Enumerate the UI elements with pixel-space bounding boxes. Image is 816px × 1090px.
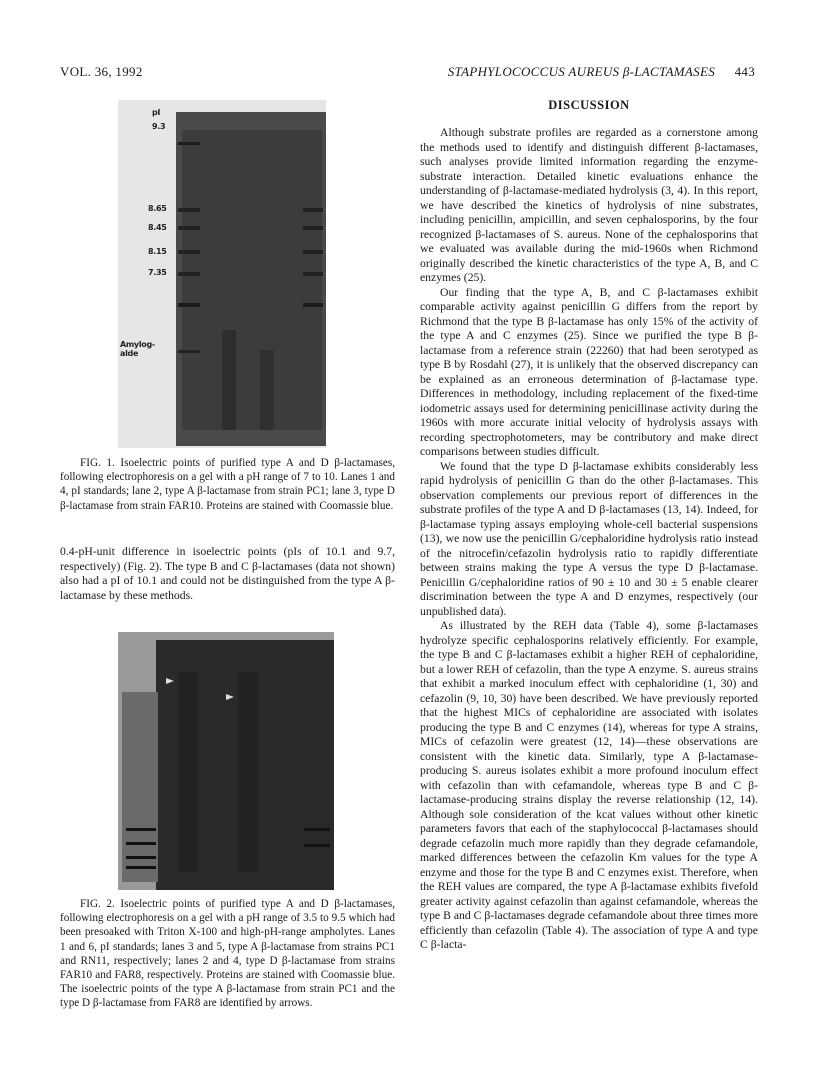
discussion-paragraph: Although substrate profiles are regarded as a cornerstone among the methods used to identify and distinguish different β-lactamases, such analyses provide limited information regarding the enzyme-substrate interaction. Detailed kinetic evaluations enhance the understanding of β-lactamase-mediated hydrolysis (3, 4). In this report, we have described the kinetics of hydrolysis of nine substrates, including penicillin, ampicillin, and seven cephalosporins, by the four recognized β-lactamases of S. aureus. None of the cephalosporins that we evaluated was available during the mid-1960s when Richmond originally described the kinetic characteristics of the type A, B, and C enzymes (25). <box>420 126 758 284</box>
arrow-icon <box>166 678 174 684</box>
fig1-marker-label: pI <box>152 108 161 117</box>
section-title: DISCUSSION <box>548 98 630 112</box>
left-column-paragraph: 0.4-pH-unit difference in isoelectric points (pIs of 10.1 and 9.7, respectively) (Fig. 2). The type B and C β-lactamases (data not shown) also had a pI of 10.1 and could not be distinguished from the type A β-lactamase by these methods. <box>60 545 395 602</box>
arrow-icon <box>226 694 234 700</box>
discussion-body <box>420 126 758 953</box>
volume-label: VOL. 36, 1992 <box>60 64 143 79</box>
discussion-paragraph: Our finding that the type A, B, and C β-lactamases exhibit comparable activity against penicillin G differs from the report by Richmond that the type B β-lactamase has only 15% of the activity of the type A and C enzymes (25). Since we purified the type B β-lactamase from a reference strain (22260) that had been serotyped as type B by Rosdahl (27), it is unlikely that the observed discrepancy can be explained as an erroneous determination of β-lactamase type. Differences in methodology, including replacement of the fixed-time iodometric assays used for determining penicillinase activity during the 1960s with more accurate initial velocity of hydrolysis assays with recording spectrophotometers, may be contributory and make direct comparisons between studies difficult. <box>420 285 758 458</box>
fig1-marker-label: Amylog- alde <box>120 340 155 358</box>
fig1-marker-label: 9.3 <box>152 122 166 131</box>
figure-1-gel-image <box>118 100 326 448</box>
page-number: 443 <box>734 64 755 79</box>
figure-1-caption: FIG. 1. Isoelectric points of purified type A and D β-lactamases, following electrophoresis on a gel with a pH range of 7 to 10. Lanes 1 and 4, pI standards; lane 2, type A β-lactamase from strain PC1; lane 3, type D β-lactamase from strain FAR10. Proteins are stained with Coomassie blue. <box>60 457 395 512</box>
running-header <box>420 64 755 80</box>
figure-2-gel-image <box>118 632 334 890</box>
fig1-marker-label: 8.15 <box>148 247 167 256</box>
fig1-marker-label: 7.35 <box>148 268 167 277</box>
running-title: STAPHYLOCOCCUS AUREUS β-LACTAMASES <box>447 64 716 79</box>
fig1-marker-label: 8.65 <box>148 204 167 213</box>
fig1-marker-label: 8.45 <box>148 223 167 232</box>
discussion-paragraph: As illustrated by the REH data (Table 4), some β-lactamases hydrolyze specific cephalosporins relatively efficiently. For example, the type B and C β-lactamases exhibit a higher REH of cephaloridine, but a lower REH of cefazolin, than the type A enzyme. S. aureus strains that exhibit a marked inoculum effect with cephaloridine (1, 30) and cefazolin (9, 10, 30) have been described. We have previously reported that the highest MICs of cephaloridine are associated with isolates producing the type B and C enzymes (14), whereas for type A strains, MICs of cefazolin were greatest (12, 14)—these observations are consistent with the kinetic data. Similarly, type A β-lactamase-producing S. aureus isolates exhibit a more profound inoculum effect with cefazolin than with cefamandole, whereas type B and C β-lactamase-producing strains display the reverse relationship (12, 14). Although sole consideration of the kcat values without other kinetic parameters favors that each of the staphylococcal β-lactamases should degrade cefazolin much more rapidly than they degrade cefamandole, marked differences between the cefazolin Km values for the type A enzyme and those for the type B and C enzymes exist. Therefore, when the REH values are compared, the type A β-lactamase exhibits fivefold greater activity against cefazolin than against cefamandole, whereas the type B and C β-lactamases degrade cefamandole about three times more efficiently than cefazolin (Table 4). The association of type A and type C β-lacta- <box>420 619 758 951</box>
figure-2-caption: FIG. 2. Isoelectric points of purified type A and D β-lactamases, following electrophoresis on a gel with a pH range of 3.5 to 9.5 which had been presoaked with Triton X-100 and high-pH-range ampholytes. Lanes 1 and 6, pI standards; lanes 3 and 5, type A β-lactamase from strains PC1 and RN11, respectively; lanes 2 and 4, type D β-lactamase from strains FAR10 and FAR8, respectively. Proteins are stained with Coomassie blue. The isoelectric points of the type A β-lactamase from strain PC1 and the type D β-lactamase from FAR8 are identified by arrows. <box>60 898 395 1010</box>
discussion-paragraph: We found that the type D β-lactamase exhibits considerably less rapid hydrolysis of penicillin G than do the other β-lactamases. This observation complements our previous report of differences in the substrate profiles of the type A and D β-lactamases (13, 14). Indeed, for β-lactamase typing assays employing whole-cell bacterial suspensions (13), we now use the penicillin G/cephaloridine hydrolysis ratio instead of the nitrocefin/cefazolin hydrolysis ratio to rapidly differentiate between strains making the type A versus the type D β-lactamase. Penicillin G/cephaloridine ratios of 90 ± 10 and 30 ± 5 enable clearer discrimination between the type A and D enzymes, respectively (our unpublished data). <box>420 459 758 618</box>
